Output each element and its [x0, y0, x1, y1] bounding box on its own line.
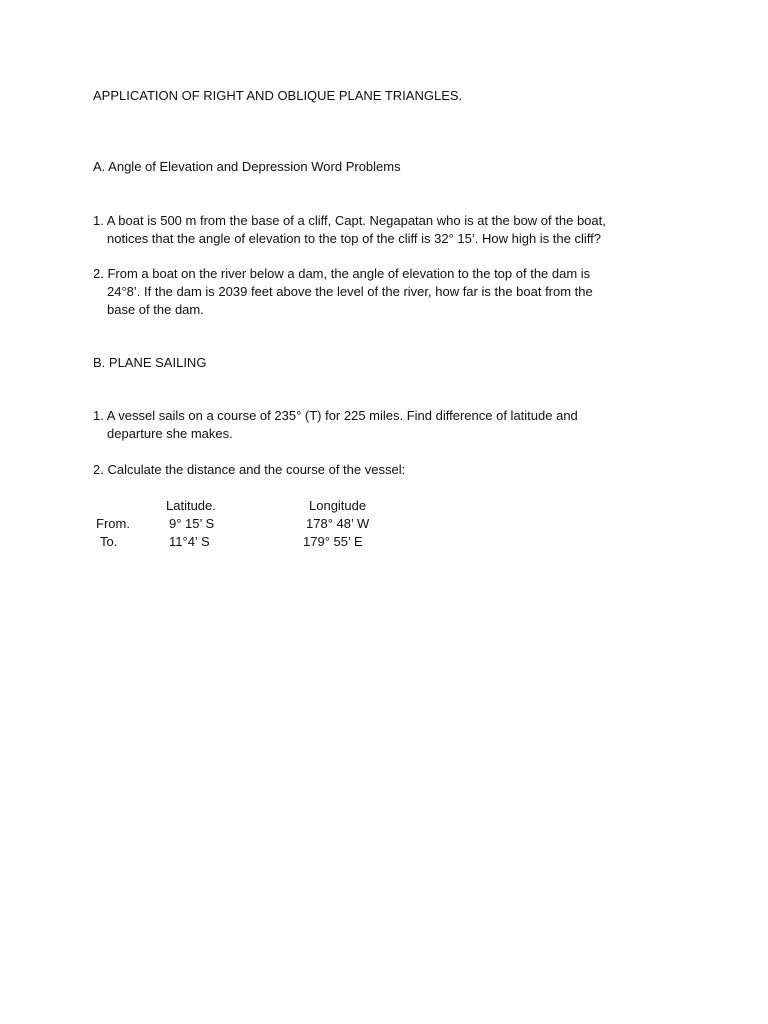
- problem-line: 2. From a boat on the river below a dam, the angle of elevation to the top of the dam is: [93, 266, 591, 281]
- section-a-heading: A. Angle of Elevation and Depression Word Problems: [93, 159, 401, 174]
- problem-line: 1. A vessel sails on a course of 235° (T) for 225 miles. Find difference of latitude and: [93, 408, 578, 423]
- table-header-longitude: Longitude: [309, 498, 367, 513]
- problem-line: base of the dam.: [107, 302, 204, 317]
- row-label: To.: [100, 534, 118, 549]
- problem-line: 24°8’. If the dam is 2039 feet above the level of the river, how far is the boat from the: [107, 284, 593, 299]
- row-longitude: 179° 55’ E: [303, 534, 363, 549]
- row-latitude: 9° 15’ S: [169, 516, 215, 531]
- problem-line: 1. A boat is 500 m from the base of a cliff, Capt. Negapatan who is at the bow of the boat,: [93, 213, 606, 228]
- table-header-latitude: Latitude.: [166, 498, 216, 513]
- row-label: From.: [96, 516, 130, 531]
- problem-line: 2. Calculate the distance and the course of the vessel:: [93, 462, 406, 477]
- section-b-heading: B. PLANE SAILING: [93, 355, 207, 370]
- row-longitude: 178° 48’ W: [306, 516, 370, 531]
- problem-line: notices that the angle of elevation to the top of the cliff is 32° 15’. How high is the cliff?: [107, 231, 601, 246]
- problem-line: departure she makes.: [107, 426, 233, 441]
- row-latitude: 11°4’ S: [169, 534, 210, 549]
- document-title: APPLICATION OF RIGHT AND OBLIQUE PLANE TRIANGLES.: [93, 88, 463, 103]
